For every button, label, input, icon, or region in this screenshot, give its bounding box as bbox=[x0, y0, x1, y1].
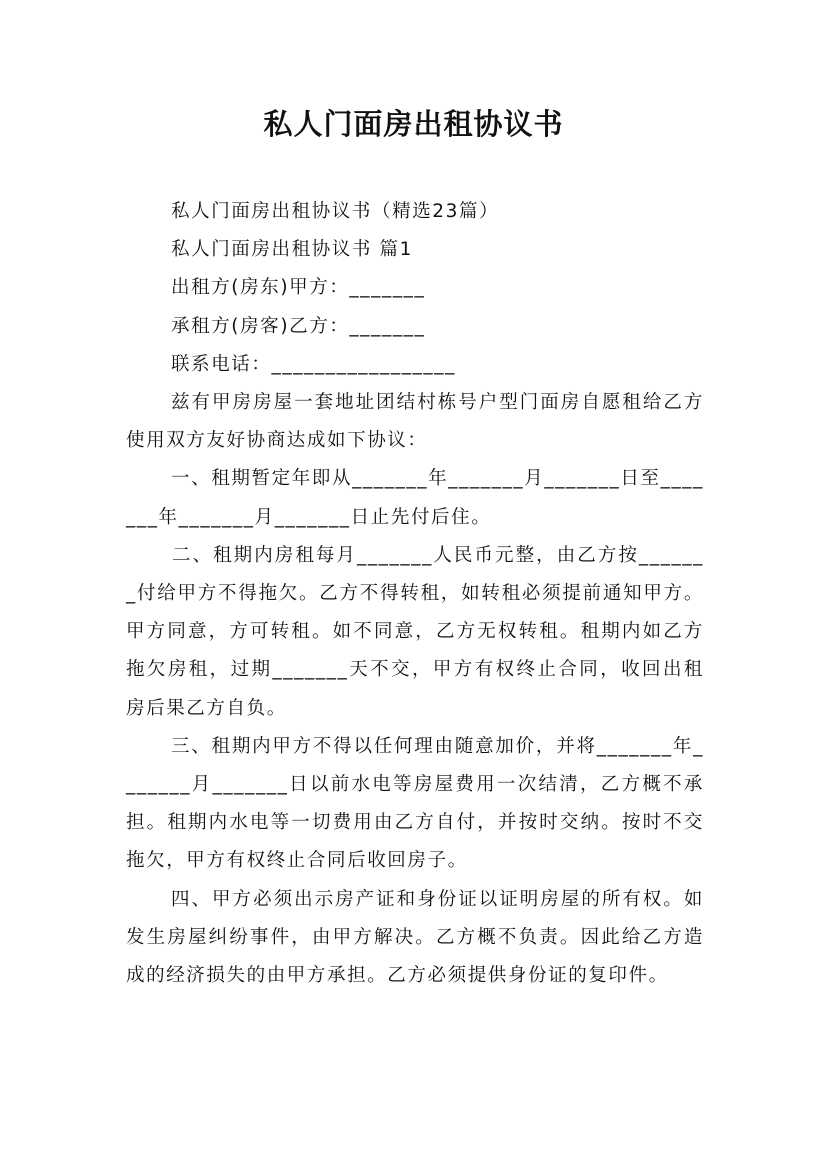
clause-4: 四、甲方必须出示房产证和身份证以证明房屋的所有权。如发生房屋纠纷事件，由甲方解决。乙方概不负责。因此给乙方造成的经济损失的由甲方承担。乙方必须提供身份证的复印件。 bbox=[126, 888, 704, 987]
landlord-line: 出租方(房东)甲方：_______ bbox=[171, 277, 426, 299]
tenant-line: 承租方(房客)乙方：_______ bbox=[171, 315, 426, 337]
phone-line: 联系电话：_________________ bbox=[171, 353, 456, 375]
clause-2: 二、租期内房租每月_______人民币元整，由乙方按_______付给甲方不得拖欠。乙方不得转租，如转租必须提前通知甲方。甲方同意，方可转租。如不同意，乙方无权转租。租期内如乙方拖欠房租，过期_______天不交，甲方有权终止合同，收回出租房后果乙方自负。 bbox=[126, 544, 704, 719]
section-heading: 私人门面房出租协议书 篇1 bbox=[171, 239, 413, 261]
intro-paragraph: 兹有甲房房屋一套地址团结村栋号户型门面房自愿租给乙方使用双方友好协商达成如下协议： bbox=[126, 392, 704, 452]
document-title: 私人门面房出租协议书 bbox=[263, 107, 564, 141]
subtitle-line: 私人门面房出租协议书（精选23篇） bbox=[171, 201, 500, 222]
document-body bbox=[126, 193, 704, 995]
clause-3: 三、租期内甲方不得以任何理由随意加价，并将_______年_______月_______日以前水电等房屋费用一次结清，乙方概不承担。租期内水电等一切费用由乙方自付，并按时交纳。按时不交拖欠，甲方有权终止合同后收回房子。 bbox=[126, 735, 704, 872]
clause-1: 一、租期暂定年即从_______年_______月_______日至_______年_______月_______日止先付后住。 bbox=[126, 468, 704, 528]
